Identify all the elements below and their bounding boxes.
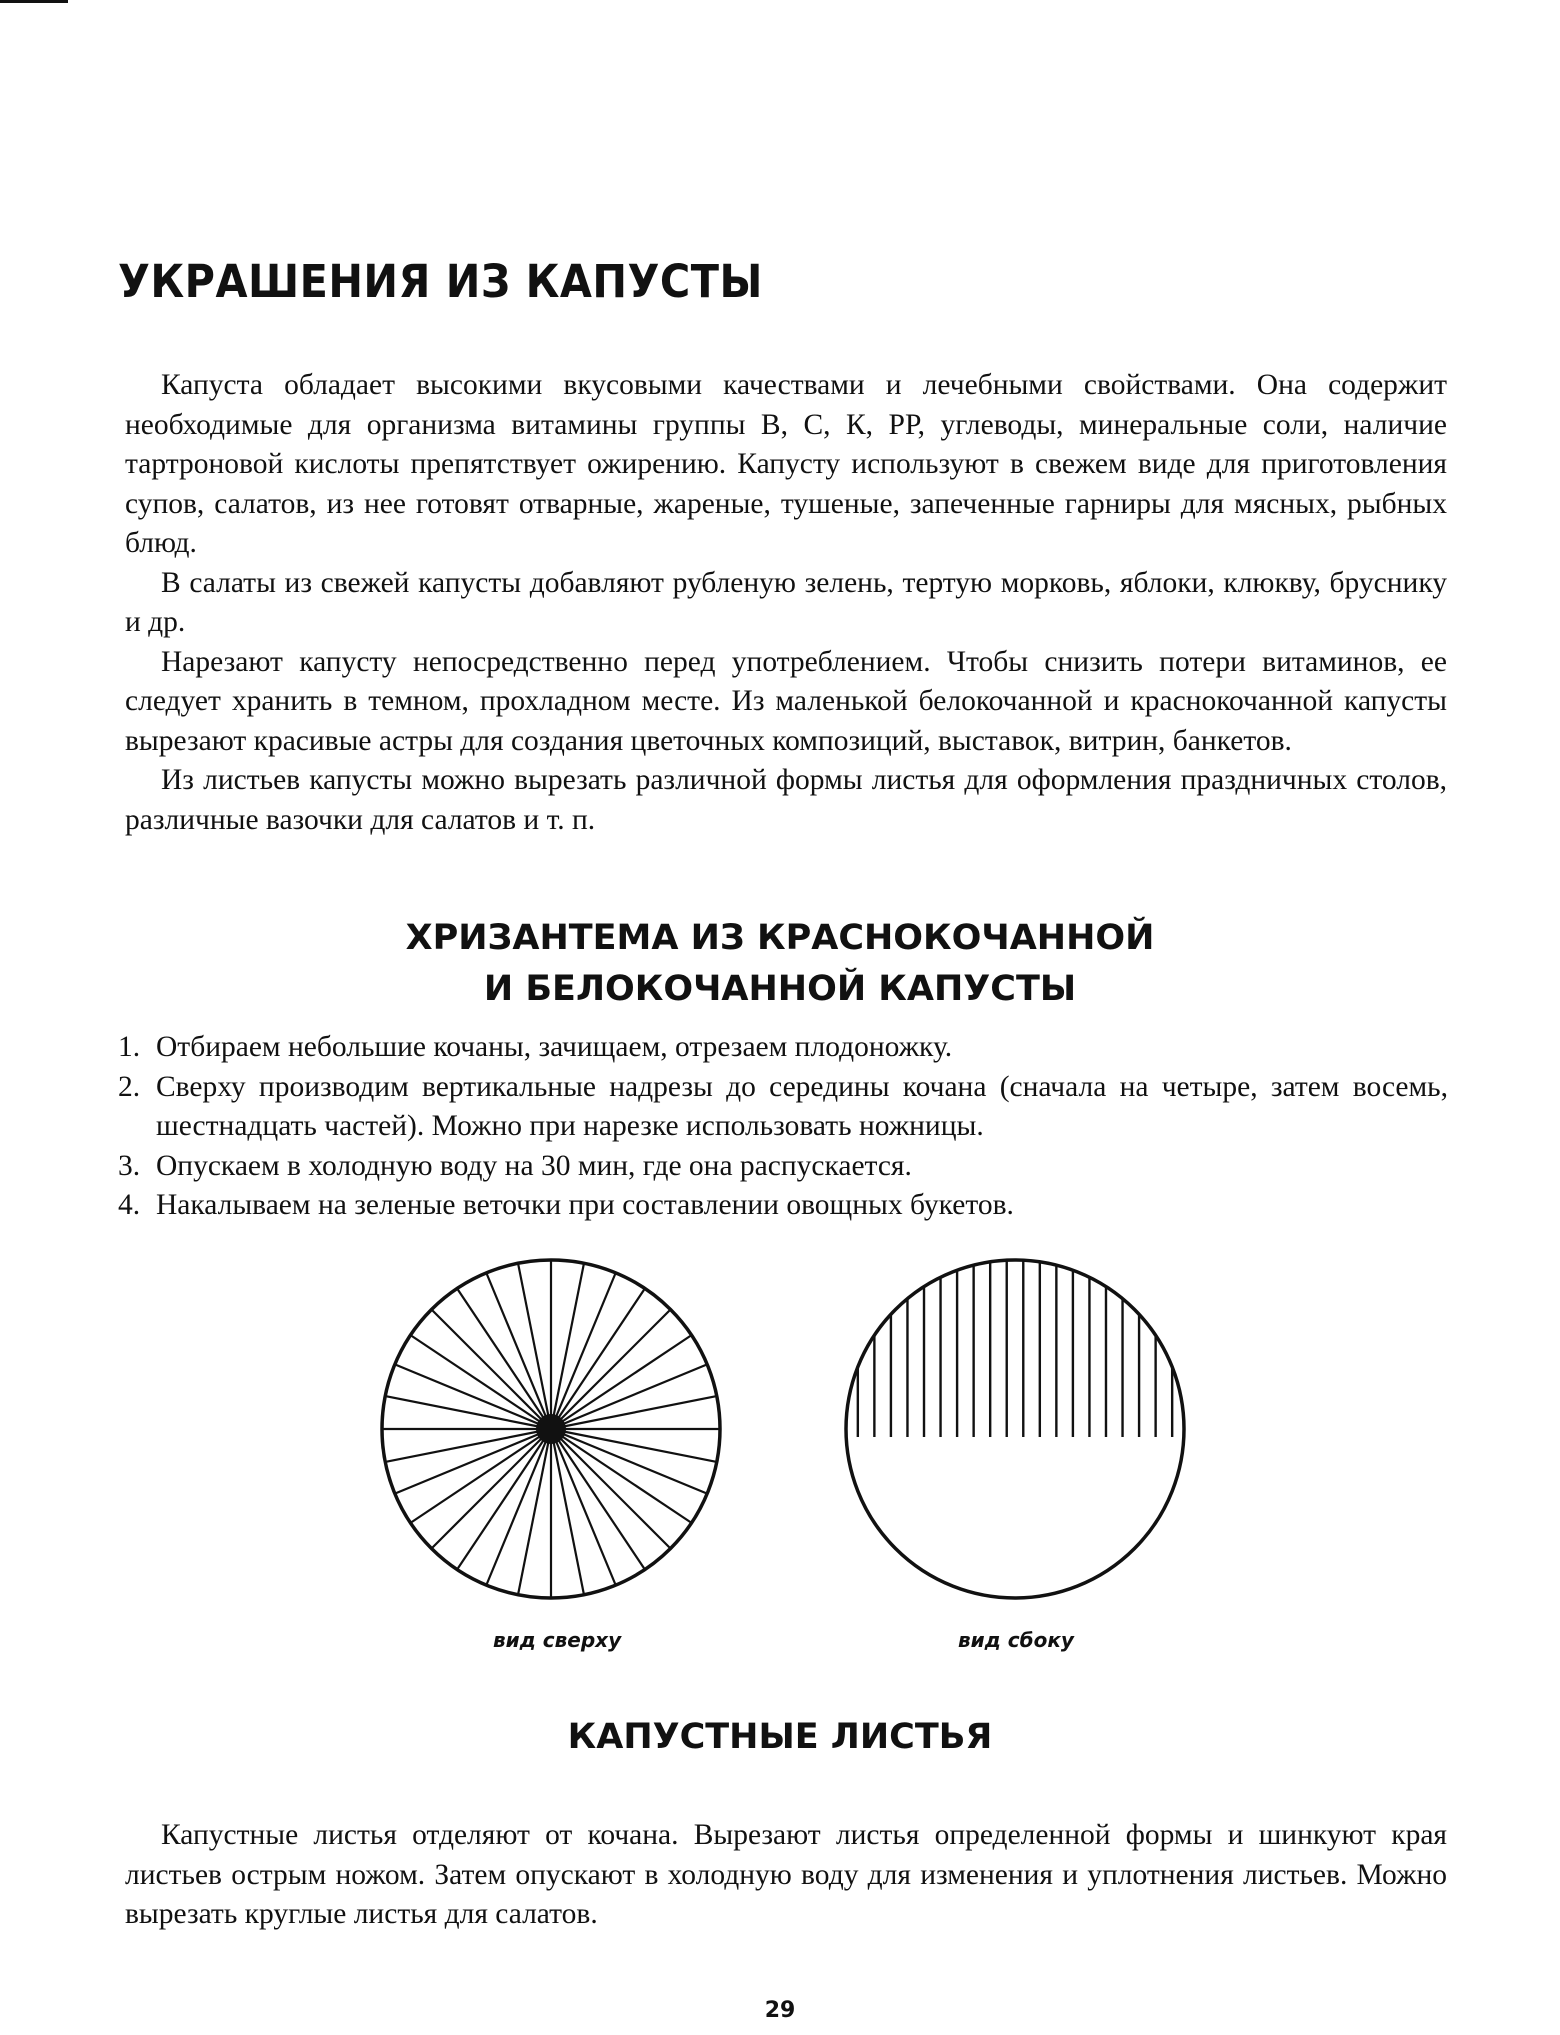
top-view-caption: вид сверху [493,1628,622,1652]
step-text: Отбираем небольшие кочаны, зачищаем, отрезаем плодоножку. [156,1031,953,1063]
top-view-diagram [376,1254,726,1604]
side-view-caption: вид сбоку [958,1628,1074,1652]
intro-paragraph: Из листьев капусты можно вырезать различной формы листья для оформления праздничных столов, различные вазочки для салатов и т. п. [125,764,1447,836]
step-number: 1. [118,1031,141,1063]
step-item [118,1028,1448,1068]
intro-paragraph: В салаты из свежей капусты добавляют рубленую зелень, тертую морковь, яблоки, клюкву, бруснику и др. [125,566,1447,638]
step-text: Сверху производим вертикальные надрезы до середины кочана (сначала на четыре, затем восемь, шестнадцать частей). Можно при нарезке использовать ножницы. [156,1070,1448,1142]
side-view-diagram [840,1254,1190,1604]
vertical-cuts-group [858,1260,1172,1437]
intro-paragraph: Капуста обладает высокими вкусовыми качествами и лечебными свойствами. Она содержит необходимые для организма витамины группы В, С, К, РР, углеводы, минеральные соли, наличие тартроновой кислоты препятствует ожирению. Капусту используют в свежем виде для приготовления супов, салатов, из нее готовят отварные, жареные, тушеные, запеченные гарниры для мясных, рыбных блюд. [125,369,1447,559]
intro-text [125,366,1447,840]
step-number: 2. [118,1070,141,1103]
radial-cut-line [551,1429,671,1549]
step-item [118,1147,1448,1187]
section-title-line: ХРИЗАНТЕМА ИЗ КРАСНОКОЧАННОЙ [405,918,1155,958]
radial-cut-line [432,1310,552,1430]
radial-cut-line [551,1310,671,1430]
leaves-text [125,1816,1447,1935]
step-text: Накалываем на зеленые веточки при составлении овощных букетов. [156,1189,1014,1221]
corner-rule [0,0,68,3]
cabbage-outline-circle [846,1260,1184,1598]
steps-list [118,1028,1448,1226]
page-number: 29 [764,1998,796,2023]
step-item [118,1186,1448,1226]
center-core [536,1414,566,1444]
section-chrysanthemum-title [0,913,1560,1015]
step-number: 3. [118,1149,141,1182]
section-title-line: И БЕЛОКОЧАННОЙ КАПУСТЫ [483,969,1077,1009]
leaves-paragraph: Капустные листья отделяют от кочана. Вырезают листья определенной формы и шинкуют края листьев острым ножом. Затем опускают в холодную воду для изменения и уплотнения листьев. Можно вырезать круглые листья для салатов. [125,1819,1447,1930]
radial-cut-line [432,1429,552,1549]
page-title: УКРАШЕНИЯ ИЗ КАПУСТЫ [118,255,763,308]
step-text: Опускаем в холодную воду на 30 мин, где она распускается. [156,1149,912,1182]
intro-paragraph: Нарезают капусту непосредственно перед употреблением. Чтобы снизить потери витаминов, ее следует хранить в темном, прохладном месте. Из маленькой белокочанной и краснокочанной капусты вырезают красивые астры для создания цветочных композиций, выставок, витрин, банкетов. [125,645,1447,757]
step-number: 4. [118,1189,141,1221]
section-leaves-title: КАПУСТНЫЕ ЛИСТЬЯ [567,1717,993,1757]
step-item [118,1068,1448,1147]
